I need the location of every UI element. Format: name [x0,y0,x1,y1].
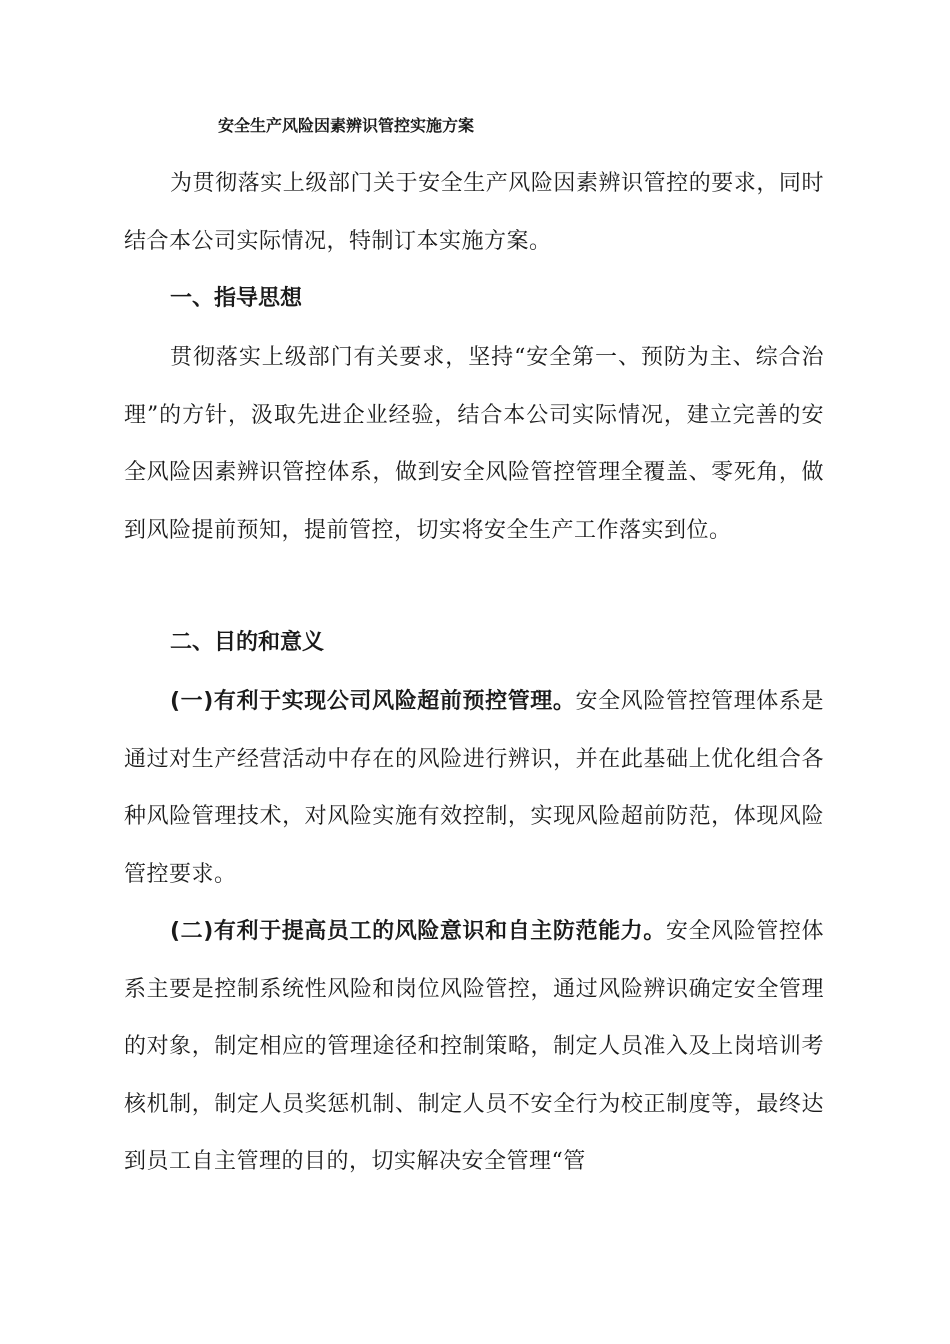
section-heading-guiding-ideology: 一、指导思想 [170,286,303,311]
purpose-paragraph-2 [124,903,824,1191]
intro-paragraph: 为贯彻落实上级部门关于安全生产风险因素辨识管控的要求，同时结合本公司实际情况，特制订本实施方案。 [124,171,824,254]
purpose-paragraph-1-body: 安全风险管控管理体系是通过对生产经营活动中存在的风险进行辨识，并在此基础上优化组合各种风险管理技术，对风险实施有效控制，实现风险超前防范，体现风险管控要求。 [124,689,824,887]
document-title: 安全生产风险因素辨识管控实施方案 [218,116,475,135]
section-heading-purpose-significance: 二、目的和意义 [170,630,325,655]
purpose-paragraph-2-lead: (二)有利于提高员工的风险意识和自主防范能力。 [170,919,666,944]
purpose-paragraph-1 [124,673,824,903]
purpose-paragraph-1-lead: (一)有利于实现公司风险超前预控管理。 [170,689,576,714]
guiding-ideology-paragraph: 贯彻落实上级部门有关要求，坚持“安全第一、预防为主、综合治理”的方针，汲取先进企业经验，结合本公司实际情况，建立完善的安全风险因素辨识管控体系，做到安全风险管控管理全覆盖、零死角，做到风险提前预知，提前管控，切实将安全生产工作落实到位。 [124,345,824,543]
purpose-paragraph-2-body: 安全风险管控体系主要是控制系统性风险和岗位风险管控，通过风险辨识确定安全管理的对象，制定相应的管理途径和控制策略，制定人员准入及上岗培训考核机制，制定人员奖惩机制、制定人员不安全行为校正制度等，最终达到员工自主管理的目的，切实解决安全管理“管 [124,919,824,1174]
